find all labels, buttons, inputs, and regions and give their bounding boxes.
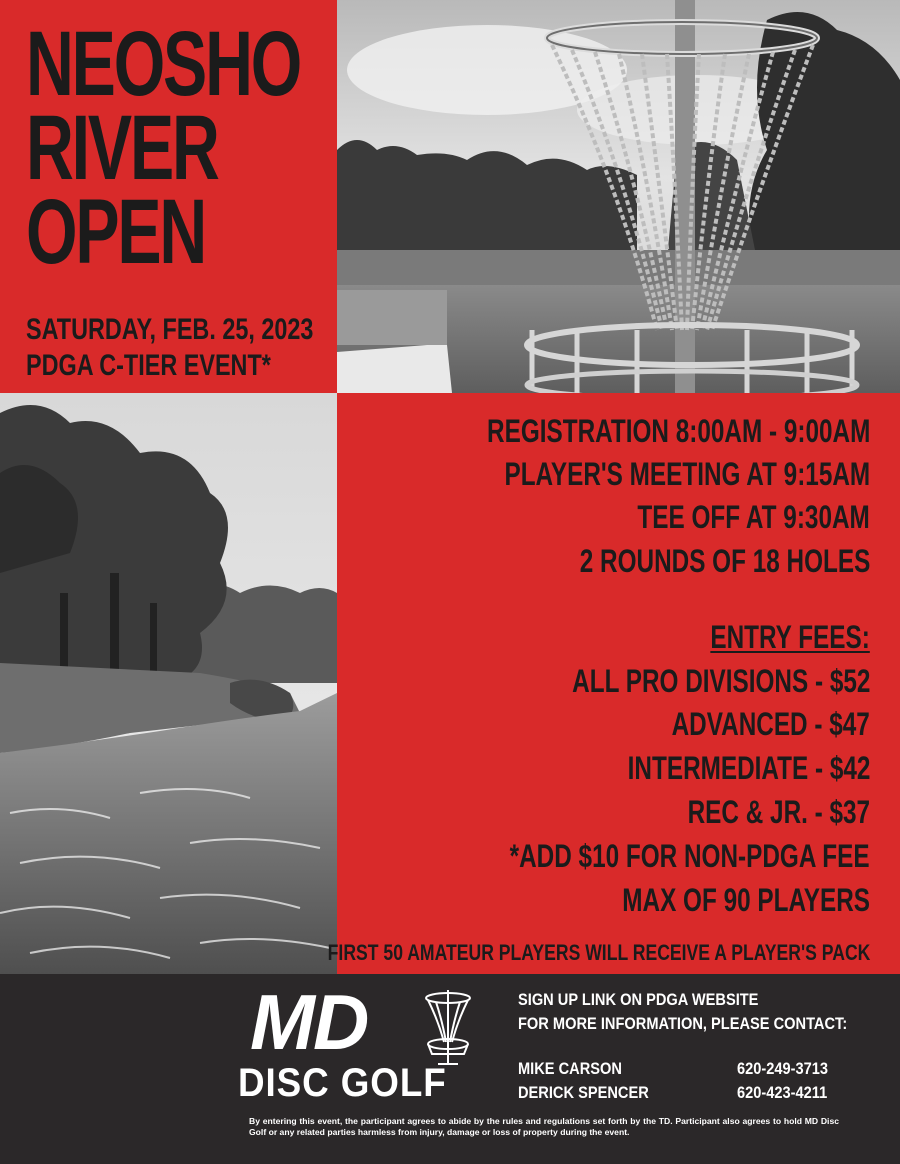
logo-md-text: MD [250, 978, 368, 1066]
fee-rec-jr: REC & JR. - $37 [687, 794, 870, 830]
schedule-tee-off: TEE OFF AT 9:30AM [637, 499, 870, 535]
contact-name-2: DERICK SPENCER [518, 1083, 649, 1102]
fee-non-pdga: *ADD $10 FOR NON-PDGA FEE [510, 838, 870, 874]
basket-photo [337, 0, 900, 393]
players-pack-note: FIRST 50 AMATEUR PLAYERS WILL RECEIVE A PLAYER'S PACK [327, 940, 870, 965]
contact-name-1: MIKE CARSON [518, 1059, 622, 1078]
contact-prompt: FOR MORE INFORMATION, PLEASE CONTACT: [518, 1014, 848, 1033]
title-panel [0, 0, 337, 393]
entry-fees-heading: ENTRY FEES: [710, 619, 870, 655]
info-panel [327, 393, 900, 974]
schedule-players-meeting: PLAYER'S MEETING AT 9:15AM [504, 456, 870, 492]
signup-text: SIGN UP LINK ON PDGA WEBSITE [518, 990, 759, 1009]
title-line-2: RIVER [26, 97, 218, 199]
schedule-registration: REGISTRATION 8:00AM - 9:00AM [486, 413, 870, 449]
fee-advanced: ADVANCED - $47 [671, 706, 870, 742]
contact-phone-2: 620-423-4211 [737, 1083, 828, 1102]
fee-intermediate: INTERMEDIATE - $42 [627, 750, 870, 786]
river-photo [0, 393, 337, 974]
max-players: MAX OF 90 PLAYERS [622, 882, 870, 918]
disc-golf-basket-icon [420, 990, 476, 1066]
footer [0, 974, 900, 1164]
md-disc-golf-logo [232, 978, 504, 1105]
disclaimer: By entering this event, the participant agrees to abide by the rules and regulations set forth by the TD. Participant also agrees to hold MD Disc Golf or any related parties harmless from injury, damage or loss of property during the event. [249, 1116, 839, 1137]
fee-pro-divisions: ALL PRO DIVISIONS - $52 [571, 663, 870, 699]
event-tier: PDGA C-TIER EVENT* [26, 349, 271, 382]
event-date: SATURDAY, FEB. 25, 2023 [26, 313, 314, 346]
contact-phone-1: 620-249-3713 [737, 1059, 829, 1078]
title-line-1: NEOSHO [26, 13, 301, 115]
logo-disc-golf-text: DISC GOLF [238, 1061, 447, 1105]
event-subtitle [26, 312, 313, 384]
schedule-rounds: 2 ROUNDS OF 18 HOLES [579, 543, 870, 579]
event-title [26, 13, 301, 283]
title-line-3: OPEN [26, 181, 206, 283]
